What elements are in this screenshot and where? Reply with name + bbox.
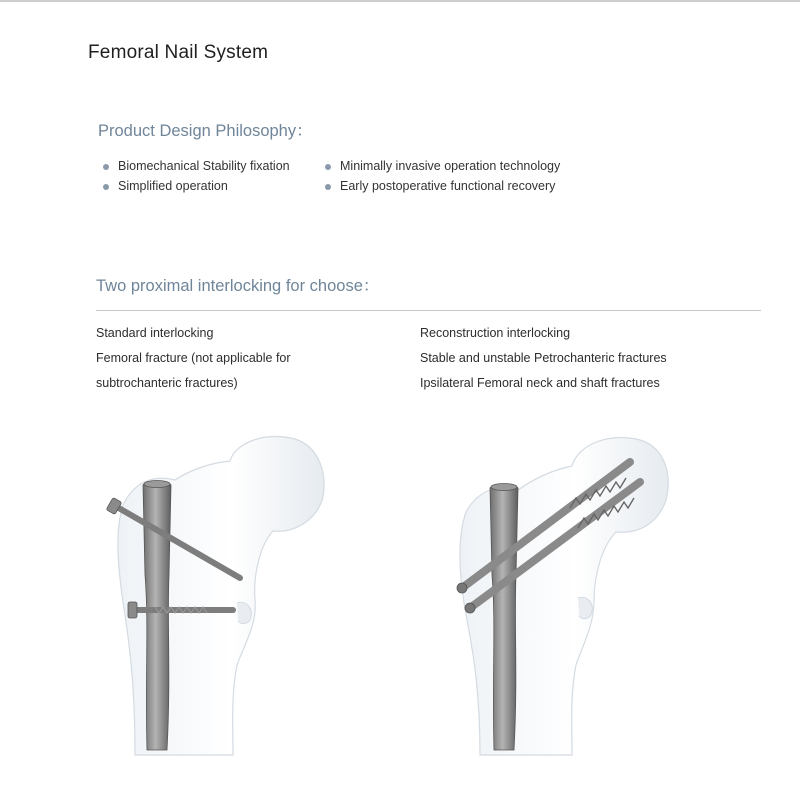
standard-line: Femoral fracture (not applicable for xyxy=(96,351,291,365)
reconstruction-line: Reconstruction interlocking xyxy=(420,326,571,340)
standard-line: Standard interlocking xyxy=(96,326,214,340)
standard-interlocking-text xyxy=(96,326,291,401)
intramedullary-nail xyxy=(143,481,171,751)
bullet-dot-icon xyxy=(103,184,109,190)
interlocking-heading: Two proximal interlocking for choose： xyxy=(96,277,380,295)
philosophy-item-text: Biomechanical Stability fixation xyxy=(118,159,290,173)
bullet-dot-icon xyxy=(325,164,331,170)
standard-line: subtrochanteric fractures) xyxy=(96,376,238,390)
philosophy-item xyxy=(118,179,228,193)
reconstruction-interlocking-illustration xyxy=(440,420,690,765)
reconstruction-line: Ipsilateral Femoral neck and shaft fractures xyxy=(420,376,660,390)
section-divider xyxy=(96,310,761,311)
reconstruction-line: Stable and unstable Petrochanteric fractures xyxy=(420,351,667,365)
intramedullary-nail xyxy=(490,484,518,751)
bullet-dot-icon xyxy=(325,184,331,190)
philosophy-heading: Product Design Philosophy： xyxy=(98,122,313,140)
reconstruction-interlocking-text xyxy=(420,326,667,401)
bullet-dot-icon xyxy=(103,164,109,170)
philosophy-item-text: Minimally invasive operation technology xyxy=(340,159,561,173)
philosophy-item xyxy=(340,179,555,193)
top-rule xyxy=(0,0,800,2)
page-title: Femoral Nail System xyxy=(88,42,269,63)
philosophy-item-text: Early postoperative functional recovery xyxy=(340,179,556,193)
philosophy-item xyxy=(340,159,560,173)
philosophy-item xyxy=(118,159,290,173)
standard-interlocking-illustration xyxy=(95,425,345,765)
philosophy-item-text: Simplified operation xyxy=(118,179,228,193)
